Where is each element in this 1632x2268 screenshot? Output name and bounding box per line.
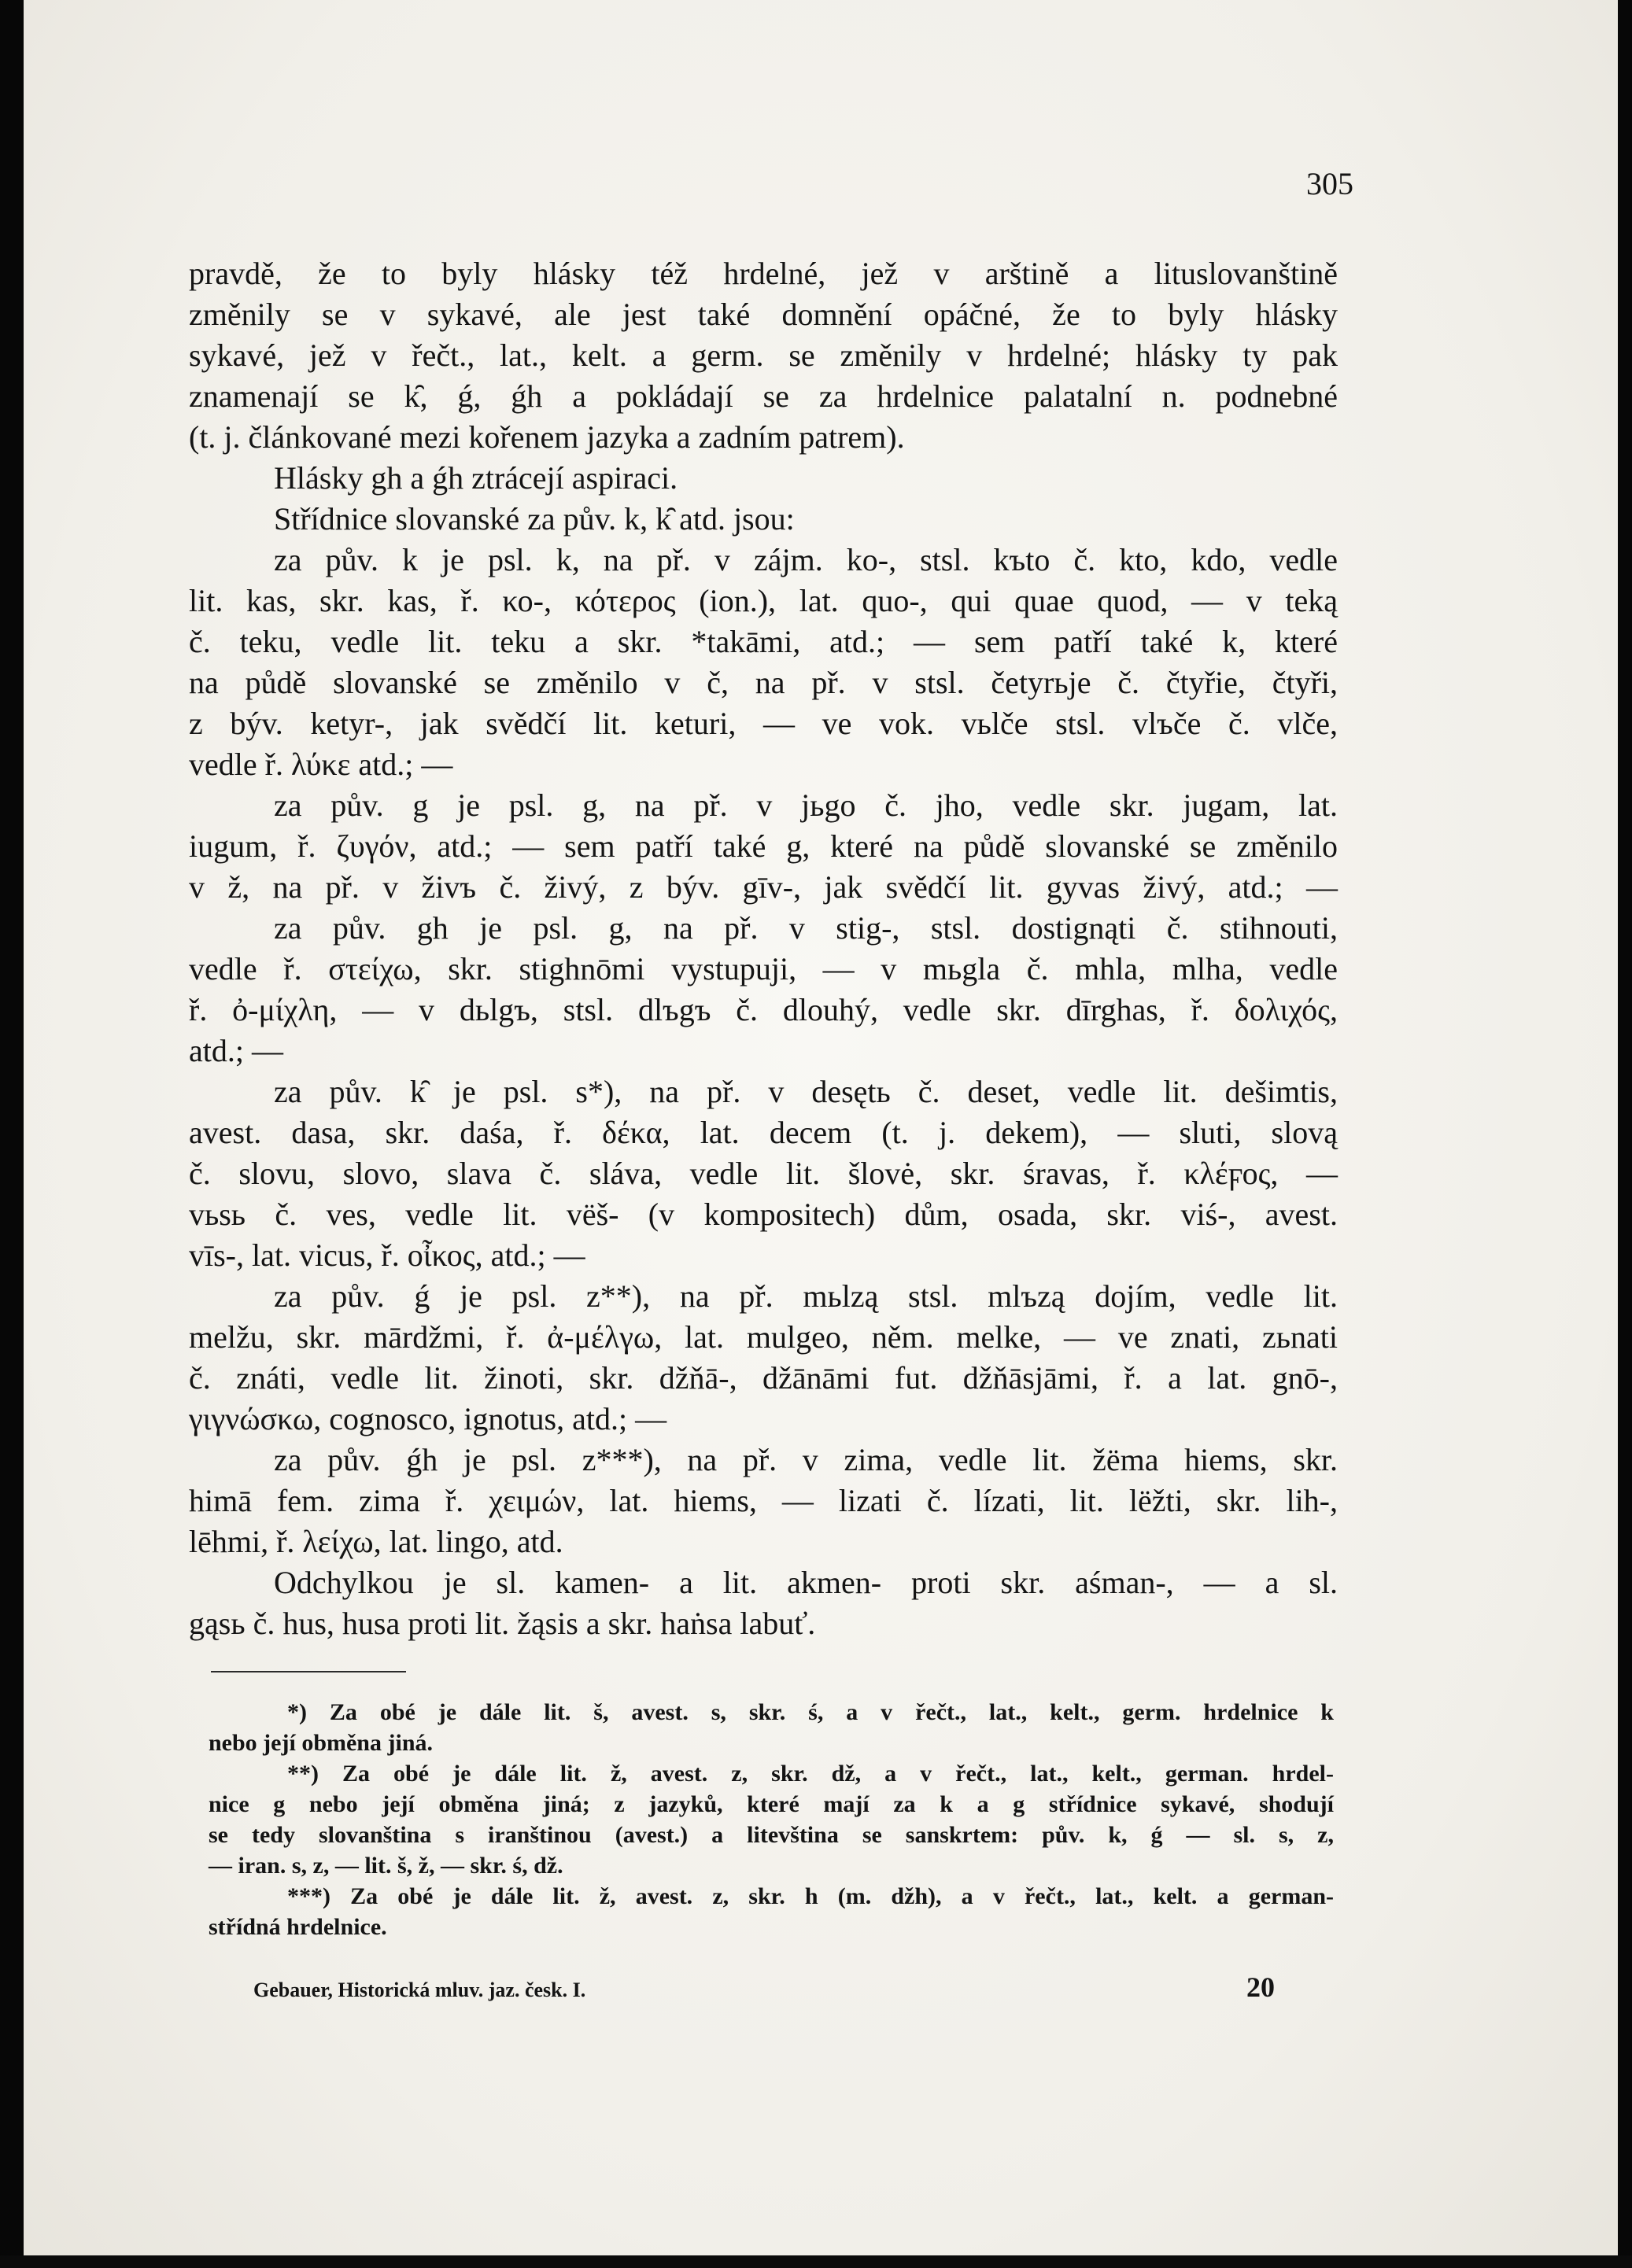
text-line: himā fem. zima ř. χειμών, lat. hiems, — lizati č. lízati, lit. lëžti, skr. lih-, <box>189 1483 1338 1518</box>
text-line: pravdě, že to byly hlásky též hrdelné, jež v arštině a lituslovanštině <box>189 256 1338 291</box>
text-line: za pův. ǵ je psl. z**), na př. mьlzą stsl. mlъzą dojím, vedle lit. <box>274 1278 1338 1314</box>
text-line: č. slovu, slovo, slava č. sláva, vedle lit. šlovė, skr. śravas, ř. κλέϝος, — <box>189 1156 1338 1191</box>
footnote-line: **) Za obé je dále lit. ž, avest. z, skr. dž, a v řečt., lat., kelt., german. hrdel- <box>287 1761 1334 1787</box>
printer-signature-number: 20 <box>1246 1971 1275 2003</box>
footnote-line: střídná hrdelnice. <box>209 1914 387 1940</box>
scan-border-bottom <box>0 2255 1632 2268</box>
footnote-divider <box>211 1671 406 1672</box>
text-line: Hlásky gh a ǵh ztrácejí aspiraci. <box>274 460 678 496</box>
text-line: na půdě slovanské se změnilo v č, na př. v stsl. četyrьje č. čtyřie, čtyři, <box>189 665 1338 700</box>
text-line: vedle ř. λύκε atd.; — <box>189 747 453 782</box>
text-line: Odchylkou je sl. kamen- a lit. akmen- proti skr. aśman-, — a sl. <box>274 1565 1338 1600</box>
text-line: za pův. k je psl. k, na př. v zájm. ko-, stsl. kъto č. kto, kdo, vedle <box>274 542 1338 577</box>
text-line: Střídnice slovanské za pův. k, k̑ atd. jsou: <box>274 501 795 537</box>
page-number: 305 <box>1306 166 1353 201</box>
scan-border-right <box>1618 0 1632 2268</box>
text-line: v ž, na př. v živъ č. živý, z býv. gīv-, jak svědčí lit. gyvas živý, atd.; — <box>189 869 1338 905</box>
text-line: vīs-, lat. vicus, ř. οἶκος, atd.; — <box>189 1237 585 1273</box>
footnote-line: ***) Za obé je dále lit. ž, avest. z, skr. h (m. džh), a v řečt., lat., kelt. a german- <box>287 1883 1334 1909</box>
text-line: za pův. k̑ je psl. s*), na př. v desętь č. deset, vedle lit. dešimtis, <box>274 1074 1338 1109</box>
text-line: č. teku, vedle lit. teku a skr. *takāmi, atd.; — sem patří také k, které <box>189 624 1338 659</box>
footnote-line: se tedy slovanština s iranštinou (avest.) a litevština se sanskrtem: pův. k, ǵ — sl. s, z, <box>209 1822 1334 1848</box>
text-line: z býv. ketyr-, jak svědčí lit. keturi, — ve vok. vьlče stsl. vlъče č. vlče, <box>189 706 1338 741</box>
text-line: gąsь č. hus, husa proti lit. žąsis a skr. haṅsa labuť. <box>189 1606 816 1641</box>
footnote-line: *) Za obé je dále lit. š, avest. s, skr. ś, a v řečt., lat., kelt., germ. hrdelnice k <box>287 1699 1334 1725</box>
text-line: avest. dasa, skr. daśa, ř. δέκα, lat. decem (t. j. dekem), — sluti, slovą <box>189 1115 1338 1150</box>
text-line: za pův. ǵh je psl. z***), na př. v zima, vedle lit. žëma hiems, skr. <box>274 1442 1338 1477</box>
text-line: lēhmi, ř. λείχω, lat. lingo, atd. <box>189 1524 563 1559</box>
text-line: sykavé, jež v řečt., lat., kelt. a germ. se změnily v hrdelné; hlásky ty pak <box>189 337 1338 373</box>
text-line: γιγνώσκω, cognosco, ignotus, atd.; — <box>189 1401 667 1436</box>
footnote-line: nice g nebo její obměna jiná; z jazyků, které mají za k a g střídnice sykavé, shodují <box>209 1791 1334 1817</box>
text-line: vьsь č. ves, vedle lit. vëš- (v kompositech) dům, osada, skr. viś-, avest. <box>189 1197 1338 1232</box>
text-line: ř. ὀ-μίχλη, — v dьlgъ, stsl. dlъgъ č. dlouhý, vedle skr. dīrghas, ř. δολιχός, <box>189 992 1338 1027</box>
scan-border-left <box>0 0 24 2268</box>
footnote-line: nebo její obměna jiná. <box>209 1730 433 1756</box>
text-line: lit. kas, skr. kas, ř. κο-, κότερος (ion.), lat. quo-, qui quae quod, — v teką <box>189 583 1338 618</box>
text-line: změnily se v sykavé, ale jest také domnění opáčné, že to byly hlásky <box>189 297 1338 332</box>
footnote-line: — iran. s, z, — lit. š, ž, — skr. ś, dž. <box>209 1853 563 1879</box>
running-footer-title: Gebauer, Historická mluv. jaz. česk. I. <box>253 1979 586 2001</box>
text-line: znamenají se k̑, ǵ, ǵh a pokládají se za hrdelnice palatalní n. podnebné <box>189 378 1338 414</box>
text-line: atd.; — <box>189 1033 283 1068</box>
text-line: melžu, skr. mārdžmi, ř. ἀ-μέλγω, lat. mulgeo, něm. melke, — ve znati, zьnati <box>189 1319 1338 1355</box>
text-line: za pův. gh je psl. g, na př. v stig-, stsl. dostignąti č. stihnouti, <box>274 910 1338 946</box>
text-line: č. znáti, vedle lit. žinoti, skr. džňā-, džānāmi fut. džňāsjāmi, ř. a lat. gnō-, <box>189 1360 1338 1396</box>
footnotes <box>209 1697 1334 1942</box>
body-text <box>189 253 1338 1644</box>
text-line: iugum, ř. ζυγόν, atd.; — sem patří také g, které na půdě slovanské se změnilo <box>189 828 1338 864</box>
text-line: (t. j. článkované mezi kořenem jazyka a zadním patrem). <box>189 419 905 455</box>
text-line: vedle ř. στείχω, skr. stighnōmi vystupuji, — v mьgla č. mhla, mlha, vedle <box>189 951 1338 986</box>
text-line: za pův. g je psl. g, na př. v jьgo č. jho, vedle skr. jugam, lat. <box>274 787 1338 823</box>
